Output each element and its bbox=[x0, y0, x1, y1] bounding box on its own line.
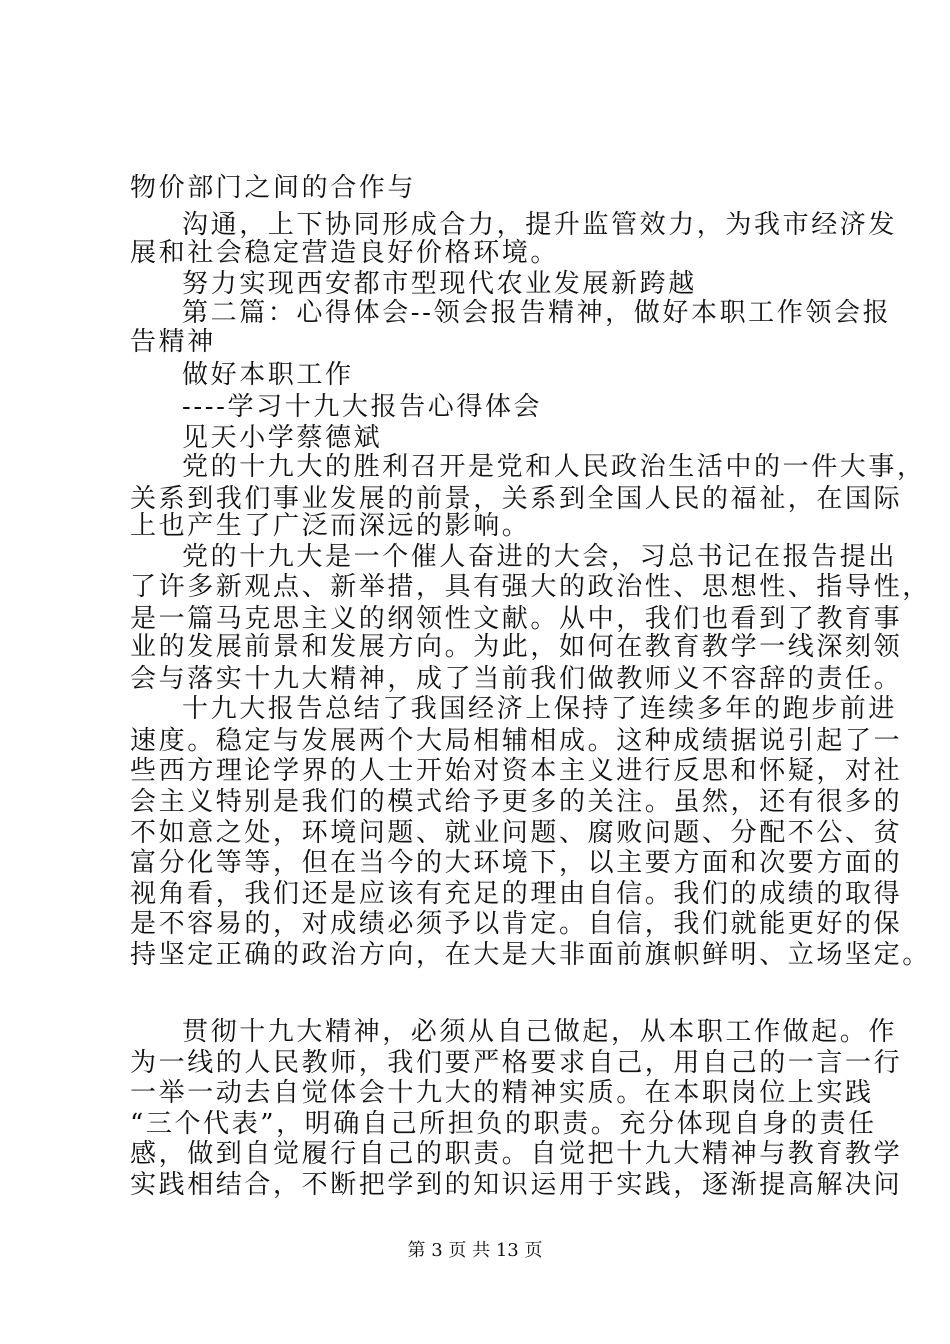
text-line: 不如意之处，环境问题、就业问题、腐败问题、分配不公、贫 bbox=[130, 818, 903, 848]
text-line: 做好本职工作 bbox=[182, 360, 354, 390]
text-line: 为一线的人民教师，我们要严格要求自己，用自己的一言一行 bbox=[130, 1048, 903, 1078]
text-line: 了许多新观点、新举措，具有强大的政治性、思想性、指导性， bbox=[130, 572, 931, 602]
text-line: 实践相结合，不断把学到的知识运用于实践，逐渐提高解决问 bbox=[130, 1170, 903, 1200]
text-line: 贯彻十九大精神，必须从自己做起，从本职工作做起。作 bbox=[182, 1017, 898, 1047]
text-line: 物价部门之间的合作与 bbox=[130, 173, 417, 203]
text-line: 见天小学蔡德斌 bbox=[182, 423, 383, 453]
text-line: 富分化等等，但在当今的大环境下，以主要方面和次要方面的 bbox=[130, 848, 903, 878]
page-number: 第 3 页 共 13 页 bbox=[407, 1240, 543, 1261]
text-line: 沟通，上下协同形成合力，提升监管效力，为我市经济发 bbox=[182, 210, 898, 240]
text-line: 努力实现西安都市型现代农业发展新跨越 bbox=[182, 269, 697, 299]
text-line: 会主义特别是我们的模式给予更多的关注。虽然，还有很多的 bbox=[130, 787, 903, 817]
text-line: 是一篇马克思主义的纲领性文献。从中，我们也看到了教育事 bbox=[130, 604, 903, 634]
text-line: 持坚定正确的政治方向，在大是大非面前旗帜鲜明、立场坚定。 bbox=[130, 940, 931, 970]
text-line: 些西方理论学界的人士开始对资本主义进行反思和怀疑，对社 bbox=[130, 756, 903, 786]
text-line: 第二篇：心得体会--领会报告精神，做好本职工作领会报 bbox=[182, 298, 892, 328]
text-line: 十九大报告总结了我国经济上保持了连续多年的跑步前进 bbox=[182, 694, 898, 724]
text-line: 速度。稳定与发展两个大局相辅相成。这种成绩据说引起了一 bbox=[130, 726, 903, 756]
text-line: 感，做到自觉履行自己的职责。自觉把十九大精神与教育教学 bbox=[130, 1139, 903, 1169]
text-line: 上也产生了广泛而深远的影响。 bbox=[130, 511, 531, 541]
text-line: 视角看，我们还是应该有充足的理由自信。我们的成绩的取得 bbox=[130, 879, 903, 909]
text-line: 告精神 bbox=[130, 327, 216, 357]
text-line: 会与落实十九大精神，成了当前我们做教师义不容辞的责任。 bbox=[130, 664, 903, 694]
text-line: 关系到我们事业发展的前景，关系到全国人民的福祉，在国际 bbox=[130, 484, 903, 514]
text-line: 是不容易的，对成绩必须予以肯定。自信，我们就能更好的保 bbox=[130, 909, 903, 939]
text-line: 业的发展前景和发展方向。为此，如何在教育教学一线深刻领 bbox=[130, 632, 903, 662]
text-line: 党的十九大的胜利召开是党和人民政治生活中的一件大事， bbox=[182, 452, 926, 482]
text-line: 一举一动去自觉体会十九大的精神实质。在本职岗位上实践 bbox=[130, 1078, 874, 1108]
text-line: 展和社会稳定营造良好价格环境。 bbox=[130, 238, 560, 268]
text-line: 党的十九大是一个催人奋进的大会，习总书记在报告提出 bbox=[182, 542, 898, 572]
text-line: “三个代表”，明确自己所担负的职责。充分体现自身的责任 bbox=[130, 1109, 877, 1139]
text-line: ----学习十九大报告心得体会 bbox=[182, 392, 543, 422]
